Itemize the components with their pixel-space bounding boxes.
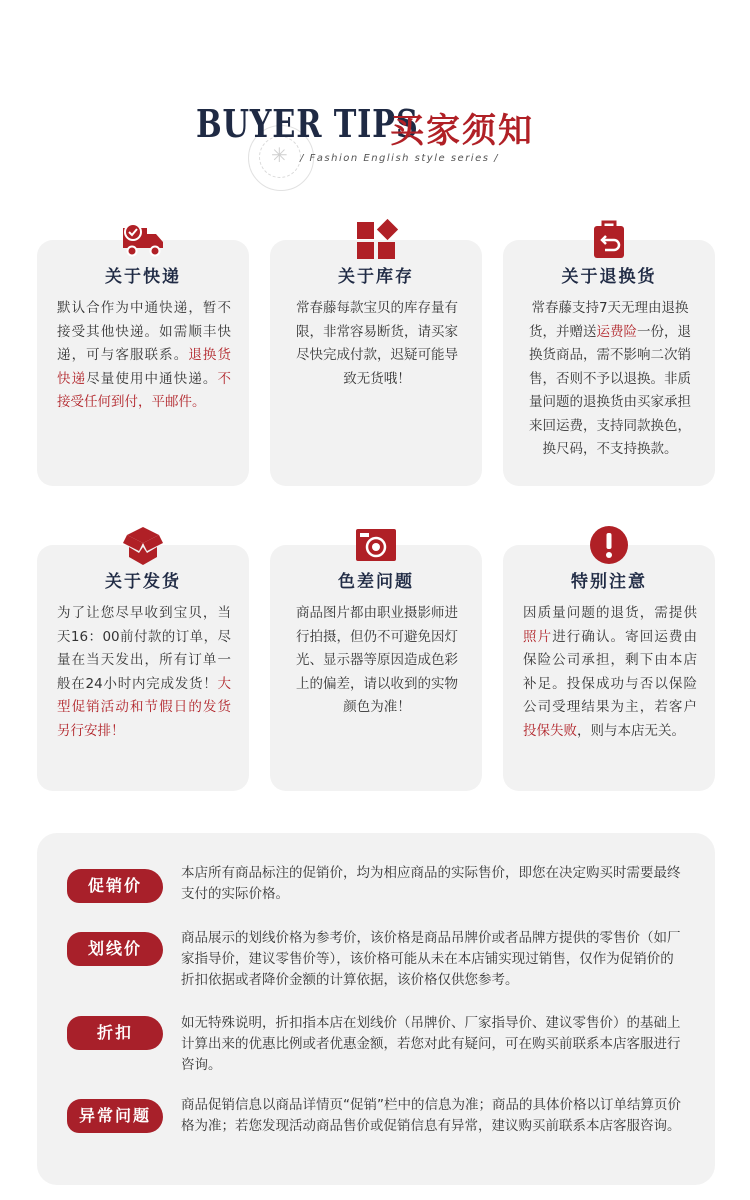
card-body <box>523 297 697 462</box>
card-title: 关于库存 <box>338 267 414 287</box>
body-text: 默认合作为中通快递，暂不接受其他快递。如需顺丰快递，可与客服联系。 <box>57 300 231 363</box>
card-special-notice <box>503 545 715 791</box>
highlight-text: 大型促销活动和节假日的发货另行安排！ <box>57 675 231 739</box>
card-body <box>523 602 697 743</box>
body-text: 进行确认。寄回运费由保险公司承担，剩下由本店补足。投保成功与否以保险公司受理结果为主，若客户 <box>523 628 698 715</box>
body-text: ，则与本店无关。 <box>577 722 685 739</box>
price-notice-panel <box>37 833 715 1185</box>
highlight-text: 退换货快递 <box>57 347 232 387</box>
card-returns <box>503 240 715 486</box>
card-title: 特别注意 <box>571 572 647 592</box>
notice-label: 划线价 <box>67 932 163 966</box>
highlight-text: 照片 <box>523 628 553 645</box>
card-shipping <box>37 545 249 791</box>
body-text: 商品图片都由职业摄影师进行拍摄，但仍不可避免因灯光、显示器等原因造成色彩上的偏差，请以收到的实物颜色为准！ <box>296 605 458 715</box>
card-stock <box>270 240 482 486</box>
card-body <box>290 602 464 720</box>
exclamation-icon <box>587 523 631 567</box>
card-body <box>290 297 464 391</box>
notice-text: 商品促销信息以商品详情页“促销”栏中的信息为准；商品的具体价格以订单结算页价格为准；若您发现活动商品售价或促销信息有异常，建议购买前联系本店客服咨询。 <box>181 1097 681 1134</box>
notice-text: 本店所有商品标注的促销价，均为相应商品的实际售价，即您在决定购买时需要最终支付的实际价格。 <box>181 865 681 902</box>
notice-label: 促销价 <box>67 869 163 903</box>
grid-blocks-icon <box>354 218 398 262</box>
card-title: 色差问题 <box>338 572 414 592</box>
notice-label: 折扣 <box>67 1016 163 1050</box>
body-text: 为了让您尽早收到宝贝，当天16：00前付款的订单，尽量在当天发出，所有订单一般在24小时内完成发货！ <box>57 605 231 692</box>
notice-text: 如无特殊说明，折扣指本店在划线价（吊牌价、厂家指导价、建议零售价）的基础上计算出来的优惠比例或者优惠金额，若您对此有疑问，可在购买前联系本店客服进行咨询。 <box>181 1015 681 1073</box>
card-title: 关于发货 <box>105 572 181 592</box>
subtitle: / Fashion English style series / <box>300 153 499 164</box>
body-text: 一份，退换货商品，需不影响二次销售，否则不予以退换。非质量问题的退换货由买家承担来回运费，支持同款换色，换尺码，不支持换款。 <box>529 323 691 457</box>
notice-text: 商品展示的划线价格为参考价，该价格是商品吊牌价或者品牌方提供的零售价（如厂家指导价，建议零售价等），该价格可能从未在本店铺实现过销售，仅作为促销价的折扣依据或者降价金额的计算依据，该价格仅供您参考。 <box>181 930 681 988</box>
header <box>0 95 750 175</box>
body-text: 常春藤每款宝贝的库存量有限，非常容易断货，请买家尽快完成付款，迟疑可能导致无货哦！ <box>296 300 458 387</box>
card-title: 关于快递 <box>105 267 181 287</box>
highlight-text: 投保失败 <box>523 722 577 739</box>
highlight-text: 运费险 <box>596 323 637 340</box>
card-body <box>57 602 231 743</box>
return-bag-icon <box>587 218 631 262</box>
card-title: 关于退换货 <box>561 267 657 287</box>
open-box-icon <box>121 523 165 567</box>
highlight-text: 不接受任何到付，平邮件。 <box>57 370 232 410</box>
title-english: BUYER TIPS <box>196 101 419 146</box>
body-text: 因质量问题的退货，需提供 <box>523 605 697 621</box>
body-text: 尽量使用中通快递。 <box>86 370 218 387</box>
card-delivery <box>37 240 249 486</box>
notice-label: 异常问题 <box>67 1099 163 1133</box>
delivery-truck-icon <box>121 218 165 262</box>
card-color-difference <box>270 545 482 791</box>
card-body <box>57 297 231 415</box>
body-text: 常春藤支持7天无理由退换货，并赠送 <box>529 300 689 340</box>
title-chinese: 买家须知 <box>390 111 534 151</box>
camera-icon <box>354 523 398 567</box>
